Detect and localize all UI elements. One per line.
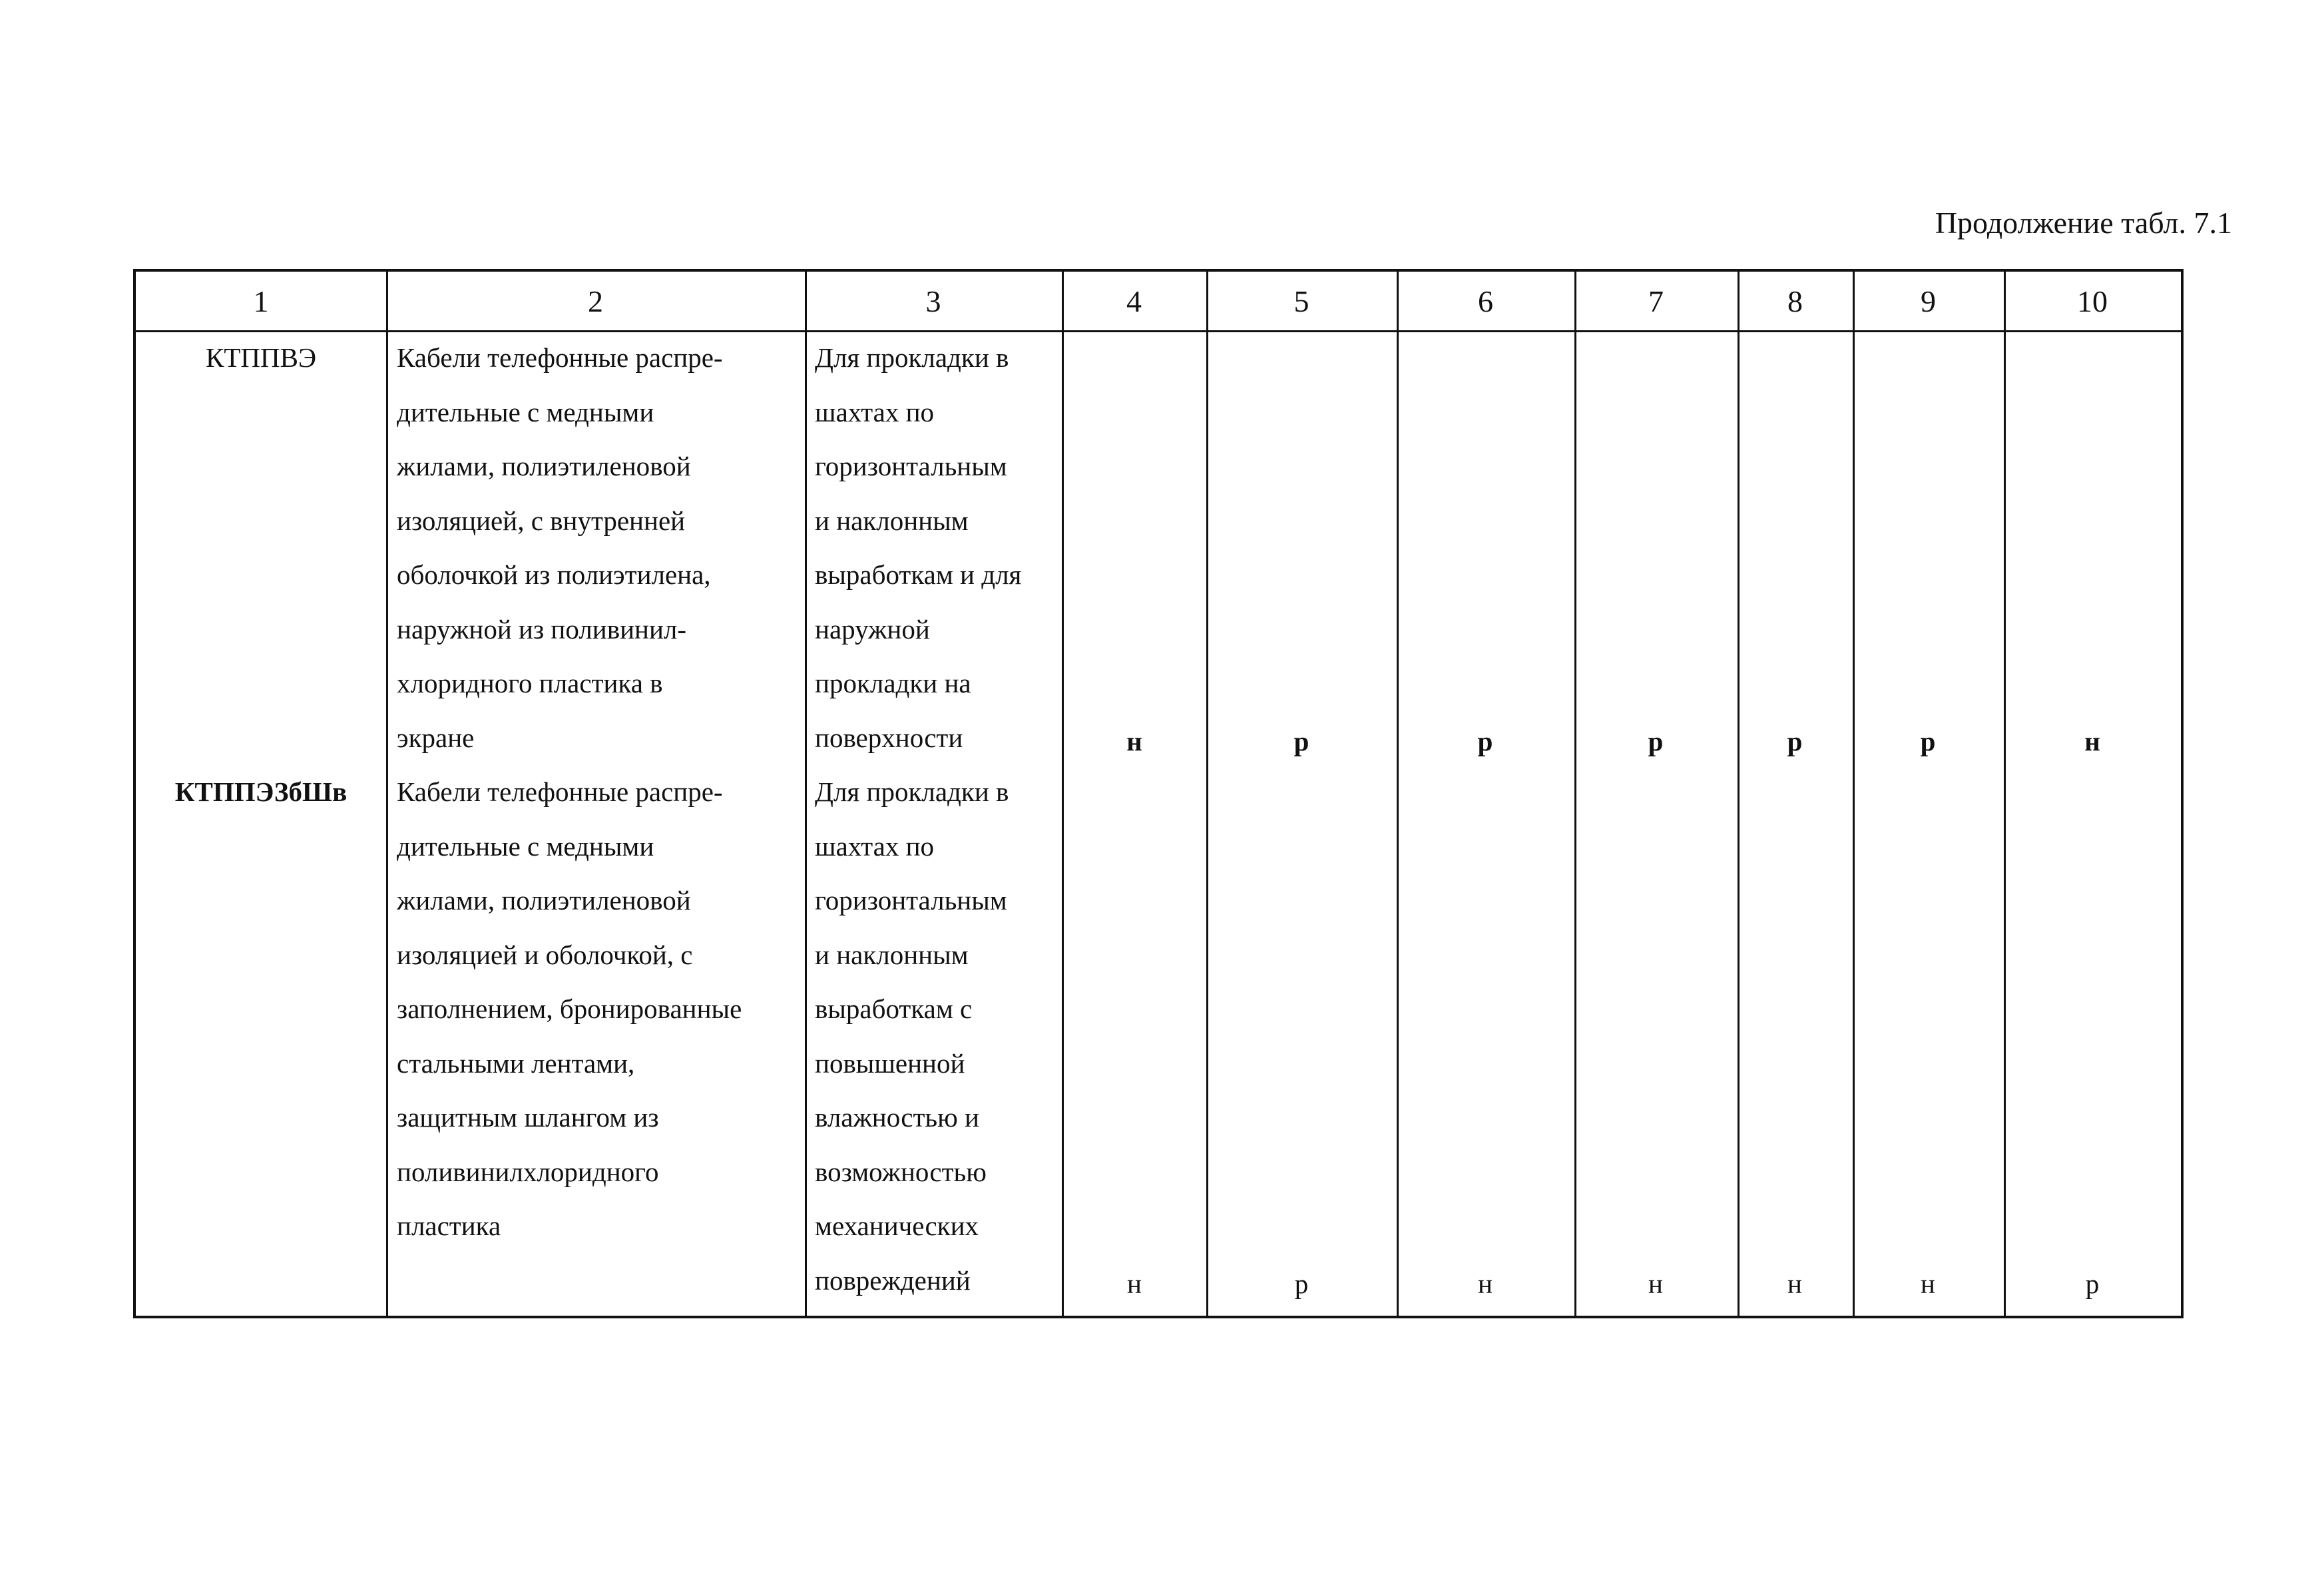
description-line: жилами, полиэтиленовой [397, 451, 691, 481]
mark-cell: н [1648, 1268, 1663, 1299]
description-line: дительные с медными [397, 830, 654, 862]
purpose-line: и наклонным [815, 939, 969, 970]
column-header-1: 1 [253, 284, 269, 318]
column-header-7: 7 [1648, 284, 1664, 318]
description-line: наружной из поливинил- [397, 613, 687, 645]
description-line: дительные с медными [397, 396, 654, 427]
description-line: экране [397, 722, 475, 753]
column-divider [2004, 272, 2006, 1316]
purpose-line: выработкам и для [815, 559, 1022, 590]
mark-cell: н [1921, 1268, 1935, 1299]
purpose-line: шахтах по [815, 396, 935, 427]
description-line: изоляцией, с внутренней [397, 505, 686, 536]
mark-cell: р [2085, 1268, 2100, 1299]
purpose-line: Для прокладки в [815, 342, 1009, 373]
description-line: Кабели телефонные распре- [397, 776, 723, 807]
description-line: хлоридного пластика в [397, 668, 663, 698]
cable-description [397, 331, 742, 1254]
mark-cell: р [1648, 726, 1664, 756]
mark-cell: н [1787, 1268, 1802, 1299]
cable-code: КТППЭЗбШв [174, 776, 348, 807]
purpose-line: повышенной [815, 1047, 965, 1079]
cable-code: КТППВЭ [205, 342, 317, 373]
purpose-line: повреждений [815, 1264, 971, 1296]
mark-cell: н [1127, 1268, 1142, 1299]
description-line: заполнением, бронированные [397, 993, 742, 1024]
purpose-line: прокладки на [815, 668, 971, 698]
purpose-line: и наклонным [815, 505, 969, 536]
purpose-line: горизонтальным [815, 451, 1007, 481]
purpose-line: горизонтальным [815, 885, 1007, 916]
purpose-line: выработкам с [815, 993, 973, 1024]
table-caption: Продолжение табл. 7.1 [1935, 206, 2232, 240]
mark-cell: р [1920, 726, 1936, 756]
column-header-6: 6 [1478, 284, 1493, 318]
description-line: жилами, полиэтиленовой [397, 885, 691, 916]
description-line: пластика [397, 1210, 501, 1241]
purpose-line: влажностью и [815, 1102, 979, 1133]
column-divider [1574, 272, 1576, 1316]
column-divider [805, 272, 807, 1316]
description-line: защитным шлангом из [397, 1102, 659, 1133]
cable-table [133, 269, 2184, 1318]
column-header-5: 5 [1293, 284, 1309, 318]
mark-cell: р [1477, 726, 1493, 756]
column-header-4: 4 [1126, 284, 1142, 318]
column-header-9: 9 [1921, 284, 1936, 318]
column-divider [1206, 272, 1208, 1316]
column-divider [386, 272, 388, 1316]
mark-cell: р [1293, 726, 1309, 756]
purpose-line: шахтах по [815, 830, 935, 862]
purpose-line: механических [815, 1210, 979, 1241]
cable-purpose [815, 331, 1021, 1308]
purpose-line: Для прокладки в [815, 776, 1009, 807]
description-line: поливинилхлоридного [397, 1156, 659, 1187]
column-header-2: 2 [588, 284, 603, 318]
purpose-line: возможностью [815, 1156, 987, 1187]
column-header-10: 10 [2077, 284, 2108, 318]
mark-cell: р [1787, 726, 1803, 756]
column-divider [1062, 272, 1064, 1316]
column-header-3: 3 [925, 284, 941, 318]
mark-cell: н [2084, 726, 2100, 756]
column-divider [1397, 272, 1399, 1316]
description-line: изоляцией и оболочкой, с [397, 939, 693, 970]
mark-cell: н [1478, 1268, 1493, 1299]
purpose-line: наружной [815, 613, 930, 645]
mark-cell: р [1294, 1268, 1309, 1299]
description-line: оболочкой из полиэтилена, [397, 559, 711, 590]
column-divider [1853, 272, 1855, 1316]
description-line: Кабели телефонные распре- [397, 342, 723, 373]
purpose-line: поверхности [815, 722, 963, 753]
column-header-8: 8 [1787, 284, 1803, 318]
mark-cell: н [1126, 726, 1142, 756]
column-divider [1738, 272, 1740, 1316]
description-line: стальными лентами, [397, 1047, 635, 1079]
